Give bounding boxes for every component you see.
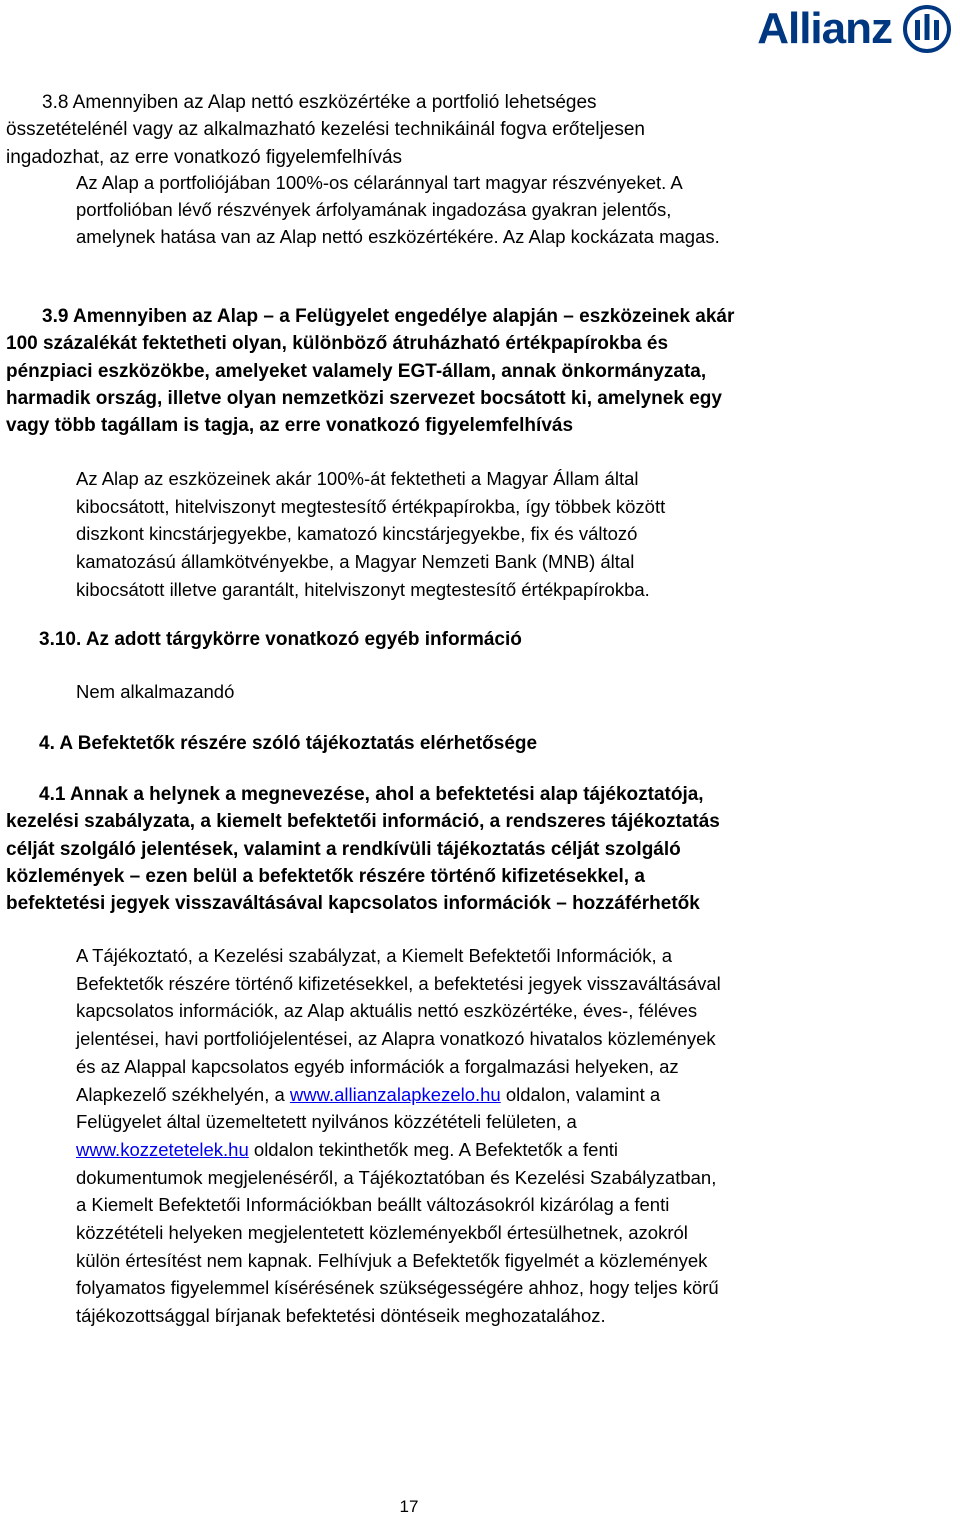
heading-line: 4.1 Annak a helynek a megnevezése, ahol a befektetési alap tájékoztatója, — [39, 784, 704, 805]
allianzalapkezelo-link[interactable]: www.allianzalapkezelo.hu — [289, 1083, 501, 1105]
allianz-eagle-icon — [902, 4, 952, 54]
body-line: közzétételi helyeken megjelentetett közleményekből értesülhetnek, azokról — [76, 1222, 688, 1244]
body-line: dokumentumok megjelenéséről, a Tájékoztatóban és Kezelési Szabályzatban, — [76, 1166, 717, 1188]
section-3-10-heading: 3.10. Az adott tárgykörre vonatkozó egyéb információ — [39, 629, 522, 650]
body-line: a Kiemelt Befektetői Információkban beállt változásokról kizárólag a fenti — [76, 1194, 670, 1216]
section-3-8-body — [76, 169, 926, 250]
body-line: Befektetők részére történő kifizetésekkel, a befektetési jegyek visszaváltásával — [76, 972, 721, 994]
section-4-1-body — [76, 942, 926, 1330]
body-line: portfolióban lévő részvények árfolyamának ingadozása gyakran jelentős, — [76, 199, 672, 221]
heading-line: 100 százalékát fektetheti olyan, különböző átruházható értékpapírokba és — [6, 333, 669, 355]
body-text: oldalon, valamint a — [500, 1083, 661, 1105]
section-3-9-body — [76, 465, 926, 604]
heading-line: 3.9 Amennyiben az Alap – a Felügyelet engedélye alapján – eszközeinek akár — [42, 306, 735, 327]
heading-line: harmadik ország, illetve olyan nemzetközi szervezet bocsátott ki, amelynek egy — [6, 387, 722, 409]
body-line: tájékozottsággal bírjanak befektetési döntéseik meghozatalához. — [76, 1305, 606, 1327]
section-4-1-heading — [6, 781, 720, 917]
body-line — [76, 1081, 926, 1109]
allianz-logo — [757, 4, 952, 54]
section-3-9-heading — [6, 303, 734, 439]
body-line: kibocsátott, hitelviszonyt megtestesítő értékpapírokba, így többek között — [76, 495, 666, 517]
body-line: diszkont kincstárjegyekbe, kamatozó kincstárjegyekbe, fix és változó — [76, 523, 638, 545]
section-3-8-heading — [6, 89, 645, 171]
body-line — [76, 1136, 926, 1164]
body-text: oldalon tekinthetők meg. A Befektetők a fenti — [248, 1138, 618, 1160]
heading-line: 3.8 Amennyiben az Alap nettó eszközértéke a portfolió lehetséges — [42, 92, 597, 113]
body-line: kibocsátott illetve garantált, hitelviszonyt megtestesítő értékpapírokba. — [76, 578, 650, 600]
kozzetetelek-link[interactable]: www.kozzetetelek.hu — [76, 1138, 249, 1160]
page-number: 17 — [399, 1497, 419, 1516]
section-3-10-body: Nem alkalmazandó — [76, 681, 235, 702]
heading-line: összetételénél vagy az alkalmazható kezelési technikáinál fogva erőteljesen — [6, 119, 645, 141]
body-line: Az Alap az eszközeinek akár 100%-át fektetheti a Magyar Állam által — [76, 468, 639, 489]
heading-line: befektetési jegyek visszaváltásával kapcsolatos információk – hozzáférhetők — [6, 893, 700, 915]
body-line: külön értesítést nem kapnak. Felhívjuk a Befektetők figyelmét a közlemények — [76, 1249, 708, 1271]
body-line: és az Alappal kapcsolatos egyéb információk a forgalmazási helyeken, az — [76, 1055, 679, 1077]
body-line: Az Alap a portfoliójában 100%-os célaránnyal tart magyar részvényeket. A — [76, 172, 683, 193]
body-line: jelentései, havi portfoliójelentései, az Alapra vonatkozó hivatalos közlemények — [76, 1028, 716, 1050]
body-line: kamatozású államkötvényekbe, a Magyar Nemzeti Bank (MNB) által — [76, 551, 635, 573]
body-line: Felügyelet által üzemeltetett nyilvános közzétételi felületen, a — [76, 1111, 577, 1133]
logo-wordmark: Allianz — [757, 4, 892, 53]
section-4-heading: 4. A Befektetők részére szóló tájékoztatás elérhetősége — [39, 733, 538, 754]
heading-line: célját szolgáló jelentések, valamint a rendkívüli tájékoztatás célját szolgáló — [6, 838, 681, 860]
body-line: kapcsolatos információk, az Alap aktuális nettó eszközértéke, éves-, féléves — [76, 1000, 698, 1022]
body-text: Alapkezelő székhelyén, a — [76, 1083, 290, 1105]
heading-line: ingadozhat, az erre vonatkozó figyelemfelhívás — [6, 146, 403, 168]
body-line: amelynek hatása van az Alap nettó eszközértékére. Az Alap kockázata magas. — [76, 226, 720, 248]
body-line: A Tájékoztató, a Kezelési szabályzat, a Kiemelt Befektetői Információk, a — [76, 945, 673, 966]
heading-line: pénzpiaci eszközökbe, amelyeket valamely EGT-állam, annak önkormányzata, — [6, 360, 707, 382]
heading-line: kezelési szabályzata, a kiemelt befektetői információ, a rendszeres tájékoztatás — [6, 811, 720, 833]
heading-line: vagy több tagállam is tagja, az erre vonatkozó figyelemfelhívás — [6, 415, 574, 437]
heading-line: közlemények – ezen belül a befektetők részére történő kifizetésekkel, a — [6, 865, 645, 887]
body-line: folyamatos figyelemmel kísérésének szükségességére ahhoz, hogy teljes körű — [76, 1277, 719, 1299]
